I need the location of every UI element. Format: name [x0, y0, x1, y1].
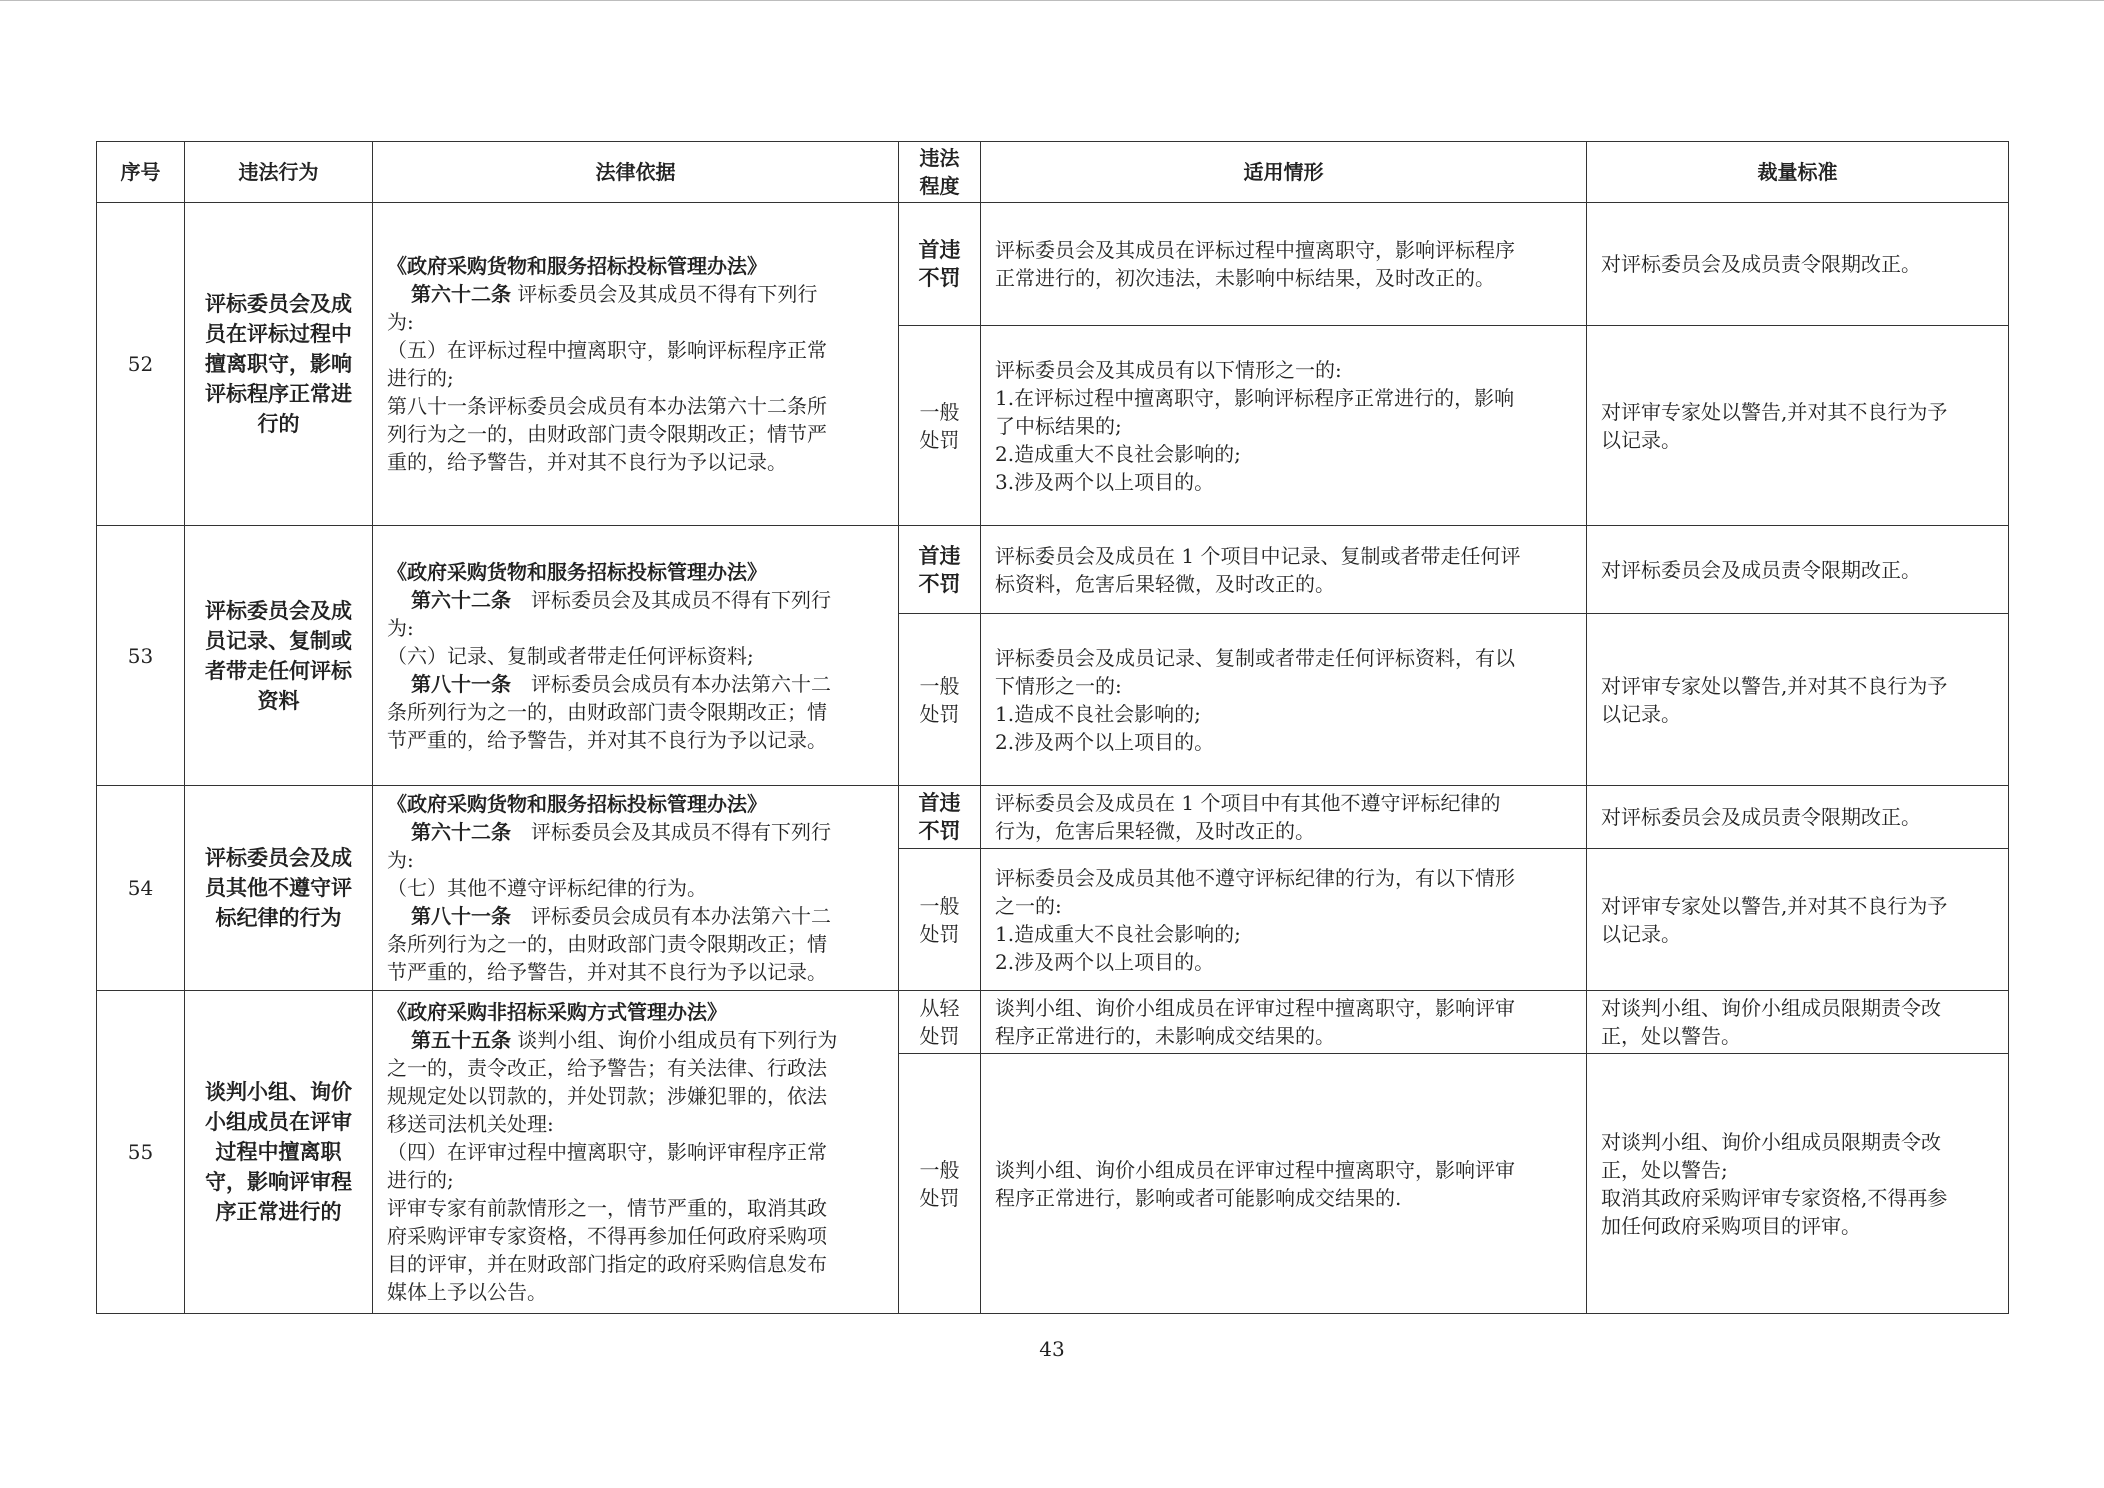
table-row	[97, 526, 2009, 614]
row-standard	[1587, 849, 2009, 991]
cell-line: 程序正常进行的，未影响成交结果的。	[995, 1024, 1335, 1048]
cell-line: 首违	[918, 542, 961, 568]
basis-line	[387, 586, 884, 614]
cell-line: 1.造成不良社会影响的;	[995, 701, 1201, 726]
cell-line: 不罚	[918, 570, 961, 596]
cell-line: 不罚	[918, 818, 961, 843]
row-act	[185, 203, 373, 526]
basis-line: 进行的;	[387, 1168, 454, 1192]
cell-line: 小组成员在评审	[205, 1109, 352, 1134]
cell-line: 评标程序正常进	[205, 381, 352, 406]
article-text: 评标委员会成员有本办法第六十二	[511, 671, 831, 696]
cell-line: 处罚	[919, 921, 960, 946]
cell-line: 对评标委员会及成员责令限期改正。	[1601, 557, 1921, 582]
cell-line: 守，影响评审程	[205, 1169, 352, 1194]
cell-line: 以记录。	[1601, 921, 1681, 946]
cell-line: 对谈判小组、询价小组成员限期责令改	[1601, 1129, 1941, 1154]
row-situation	[981, 526, 1587, 614]
cell-line: 评标委员会及成	[205, 845, 352, 870]
header-degree-line: 违法	[919, 146, 960, 170]
cell-line: 不罚	[918, 265, 961, 290]
table-row	[97, 786, 2009, 849]
cell-line: 对评标委员会及成员责令限期改正。	[1601, 805, 1921, 829]
header-situation: 适用情形	[981, 142, 1587, 203]
row-degree	[899, 526, 981, 614]
cell-line: 3.涉及两个以上项目的。	[995, 469, 1215, 494]
cell-line: 资料	[257, 687, 300, 713]
cell-line: 评标委员会及成员记录、复制或者带走任何评标资料，有以	[995, 645, 1515, 670]
basis-line: 为:	[387, 848, 414, 872]
row-standard	[1587, 203, 2009, 326]
cell-line: 评标委员会及其成员有以下情形之一的:	[995, 357, 1342, 382]
cell-line: 员记录、复制或	[205, 627, 352, 653]
basis-line: 条所列行为之一的，由财政部门责令限期改正；情	[387, 932, 827, 956]
article-text: 谈判小组、询价小组成员有下列行为	[511, 1028, 838, 1052]
cell-line: 2.涉及两个以上项目的。	[995, 729, 1215, 754]
cell-line: 处罚	[919, 427, 960, 452]
cell-line: 谈判小组、询价小组成员在评审过程中擅离职守，影响评审	[995, 996, 1515, 1020]
row-degree	[899, 849, 981, 991]
cell-line: 下情形之一的:	[995, 673, 1122, 698]
basis-line: 节严重的，给予警告，并对其不良行为予以记录。	[387, 727, 827, 752]
row-situation	[981, 1054, 1587, 1314]
basis-line	[387, 818, 884, 846]
cell-line: 1.造成重大不良社会影响的;	[995, 921, 1241, 946]
cell-line: 评标委员会及成	[205, 291, 352, 316]
row-basis	[373, 526, 899, 786]
article-label: 第六十二条	[411, 282, 511, 306]
cell-line: 程序正常进行，影响或者可能影响成交结果的.	[995, 1185, 1402, 1210]
cell-line: 以记录。	[1601, 701, 1681, 726]
cell-line: 2.造成重大不良社会影响的;	[995, 441, 1241, 466]
cell-line: 者带走任何评标	[205, 657, 352, 683]
cell-line: 一般	[919, 893, 960, 918]
row-basis	[373, 786, 899, 991]
article-text: 评标委员会及其成员不得有下列行	[511, 587, 831, 612]
cell-line: 处罚	[919, 701, 960, 726]
cell-line: 评标委员会及成员其他不遵守评标纪律的行为，有以下情形	[995, 865, 1515, 890]
top-rule	[0, 0, 2104, 1]
basis-line	[387, 280, 884, 308]
table-row	[97, 991, 2009, 1054]
cell-line: 过程中擅离职	[215, 1139, 342, 1164]
basis-line: （七）其他不遵守评标纪律的行为。	[387, 876, 707, 900]
basis-line: 媒体上予以公告。	[387, 1280, 547, 1304]
article-label: 第六十二条	[411, 587, 511, 612]
cell-line: 对评标委员会及成员责令限期改正。	[1601, 252, 1921, 276]
cell-line: 评标委员会及成员在 1 个项目中有其他不遵守评标纪律的	[995, 791, 1501, 815]
cell-line: 评标委员会及成员在 1 个项目中记录、复制或者带走任何评	[995, 543, 1521, 568]
basis-line: 节严重的，给予警告，并对其不良行为予以记录。	[387, 960, 827, 984]
cell-line: 从轻	[919, 996, 960, 1020]
article-text: 评标委员会及其成员不得有下列行	[511, 282, 818, 306]
basis-line: 评审专家有前款情形之一，情节严重的，取消其政	[387, 1196, 827, 1220]
cell-line: 取消其政府采购评审专家资格,不得再参	[1601, 1185, 1948, 1210]
cell-line: 评标委员会及其成员在评标过程中擅离职守，影响评标程序	[995, 238, 1515, 262]
article-label: 第五十五条	[411, 1028, 511, 1052]
table-row	[97, 203, 2009, 326]
row-seq: 54	[97, 786, 185, 991]
basis-line: 条所列行为之一的，由财政部门责令限期改正；情	[387, 699, 827, 724]
cell-line: 1.在评标过程中擅离职守，影响评标程序正常进行的，影响	[995, 385, 1515, 410]
row-degree	[899, 203, 981, 326]
table-body	[97, 203, 2009, 1314]
cell-line: 对评审专家处以警告,并对其不良行为予	[1601, 673, 1948, 698]
cell-line: 正，处以警告。	[1601, 1024, 1741, 1048]
basis-line: 府采购评审专家资格，不得再参加任何政府采购项	[387, 1224, 827, 1248]
header-degree-line: 程度	[919, 174, 960, 198]
row-basis	[373, 203, 899, 526]
cell-line: 以记录。	[1601, 427, 1681, 452]
row-situation	[981, 786, 1587, 849]
row-standard	[1587, 614, 2009, 786]
cell-line: 一般	[919, 399, 960, 424]
cell-line: 擅离职守，影响	[205, 351, 352, 376]
header-degree	[899, 142, 981, 203]
article-label: 第六十二条	[411, 820, 511, 844]
cell-line: 之一的:	[995, 893, 1062, 918]
cell-line: 行的	[257, 411, 300, 436]
row-standard	[1587, 326, 2009, 526]
row-degree	[899, 786, 981, 849]
cell-line: 首违	[918, 790, 961, 815]
basis-line: 《政府采购货物和服务招标投标管理办法》	[387, 559, 767, 584]
header-basis: 法律依据	[373, 142, 899, 203]
article-label: 第八十一条	[411, 671, 511, 696]
cell-line: 处罚	[919, 1024, 960, 1048]
cell-line: 谈判小组、询价	[205, 1079, 352, 1104]
cell-line: 员其他不遵守评	[205, 875, 352, 900]
cell-line: 处罚	[919, 1185, 960, 1210]
row-act	[185, 991, 373, 1314]
cell-line: 了中标结果的;	[995, 413, 1122, 438]
cell-line: 加任何政府采购项目的评审。	[1601, 1213, 1861, 1238]
basis-line: 进行的;	[387, 366, 454, 390]
row-seq: 55	[97, 991, 185, 1314]
basis-line: 规规定处以罚款的，并处罚款；涉嫌犯罪的，依法	[387, 1084, 827, 1108]
article-text: 评标委员会成员有本办法第六十二	[511, 904, 831, 928]
basis-line: 《政府采购货物和服务招标投标管理办法》	[387, 792, 767, 816]
row-situation	[981, 203, 1587, 326]
cell-line: 标纪律的行为	[215, 905, 342, 930]
cell-line: 评标委员会及成	[205, 597, 352, 623]
cell-line: 首违	[918, 237, 961, 262]
row-basis	[373, 991, 899, 1314]
cell-line: 对评审专家处以警告,并对其不良行为予	[1601, 893, 1948, 918]
cell-line: 一般	[919, 1157, 960, 1182]
basis-line: 第八十一条评标委员会成员有本办法第六十二条所	[387, 394, 827, 418]
cell-line: 对评审专家处以警告,并对其不良行为予	[1601, 399, 1948, 424]
article-label: 第八十一条	[411, 904, 511, 928]
header-seq: 序号	[97, 142, 185, 203]
header-act: 违法行为	[185, 142, 373, 203]
row-situation	[981, 991, 1587, 1054]
basis-line: 为:	[387, 615, 414, 640]
cell-line: 一般	[919, 673, 960, 698]
cell-line: 行为，危害后果轻微，及时改正的。	[995, 819, 1315, 843]
row-situation	[981, 326, 1587, 526]
row-act	[185, 526, 373, 786]
penalty-table	[96, 141, 2009, 1314]
header-standard: 裁量标准	[1587, 142, 2009, 203]
basis-line: 《政府采购非招标采购方式管理办法》	[387, 1000, 727, 1024]
row-degree	[899, 326, 981, 526]
row-standard	[1587, 786, 2009, 849]
cell-line: 员在评标过程中	[205, 321, 352, 346]
table-header-row	[97, 142, 2009, 203]
basis-line: 之一的，责令改正，给予警告；有关法律、行政法	[387, 1056, 827, 1080]
basis-line: （五）在评标过程中擅离职守，影响评标程序正常	[387, 338, 827, 362]
page-number: 43	[1039, 1337, 1065, 1361]
cell-line: 谈判小组、询价小组成员在评审过程中擅离职守，影响评审	[995, 1157, 1515, 1182]
basis-line	[387, 1026, 884, 1054]
row-degree	[899, 614, 981, 786]
basis-line	[387, 670, 884, 698]
row-standard	[1587, 526, 2009, 614]
cell-line: 2.涉及两个以上项目的。	[995, 949, 1215, 974]
cell-line: 正常进行的，初次违法，未影响中标结果，及时改正的。	[995, 266, 1495, 290]
basis-line: 为:	[387, 310, 414, 334]
basis-line: 移送司法机关处理:	[387, 1112, 554, 1136]
basis-line: 目的评审，并在财政部门指定的政府采购信息发布	[387, 1252, 827, 1276]
row-seq: 52	[97, 203, 185, 526]
article-text: 评标委员会及其成员不得有下列行	[511, 820, 831, 844]
cell-line: 序正常进行的	[215, 1199, 342, 1224]
row-standard	[1587, 1054, 2009, 1314]
basis-line: 列行为之一的，由财政部门责令限期改正；情节严	[387, 422, 827, 446]
row-act	[185, 786, 373, 991]
basis-line: （四）在评审过程中擅离职守，影响评审程序正常	[387, 1140, 827, 1164]
cell-line: 对谈判小组、询价小组成员限期责令改	[1601, 996, 1941, 1020]
row-situation	[981, 849, 1587, 991]
row-situation	[981, 614, 1587, 786]
basis-line: 《政府采购货物和服务招标投标管理办法》	[387, 254, 767, 278]
row-seq: 53	[97, 526, 185, 786]
row-degree	[899, 1054, 981, 1314]
cell-line: 正，处以警告;	[1601, 1157, 1728, 1182]
basis-line	[387, 902, 884, 930]
basis-line: 重的，给予警告，并对其不良行为予以记录。	[387, 450, 787, 474]
row-standard	[1587, 991, 2009, 1054]
cell-line: 标资料，危害后果轻微，及时改正的。	[995, 571, 1335, 596]
basis-line: （六）记录、复制或者带走任何评标资料;	[387, 643, 754, 668]
row-degree	[899, 991, 981, 1054]
